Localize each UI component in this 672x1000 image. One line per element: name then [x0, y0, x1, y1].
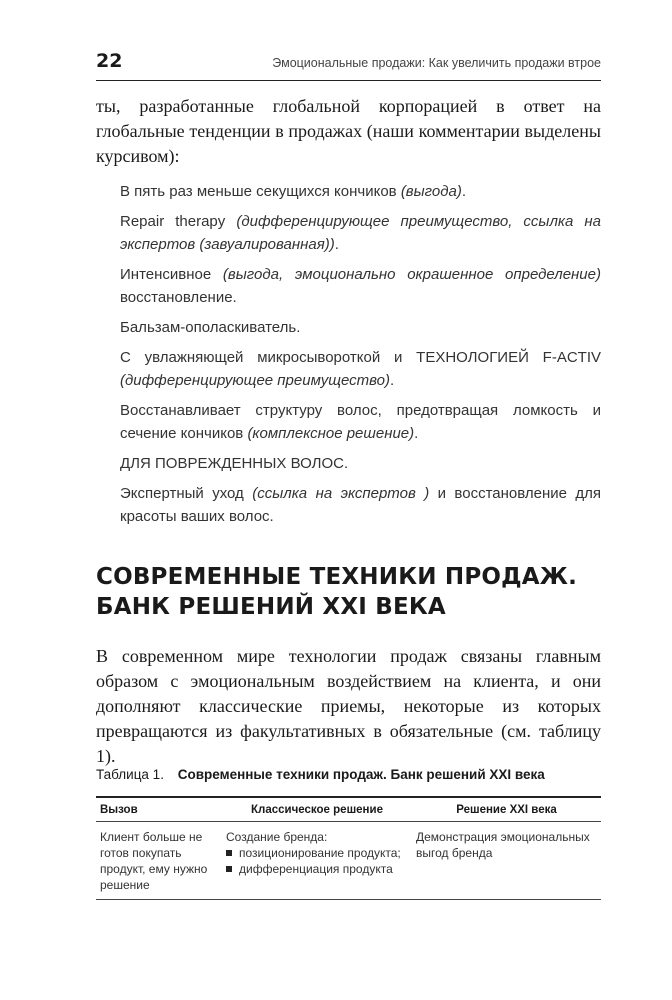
cell-challenge: Клиент больше не готов покупать продукт, ему нужно решение — [96, 822, 222, 900]
table-caption-title: Современные техники продаж. Банк решений XXI века — [177, 767, 545, 782]
ad-item-text: Экспертный уход — [120, 485, 253, 502]
ad-item — [120, 452, 601, 475]
ad-item — [120, 399, 601, 445]
ad-item-text: ДЛЯ ПОВРЕЖДЕННЫХ ВОЛОС. — [120, 455, 349, 472]
ad-item-text: В пять раз меньше секущихся кончиков — [120, 183, 401, 200]
section-title — [96, 562, 601, 622]
ad-item-tail: . — [461, 183, 467, 200]
ad-item-tail: и восстановление для красоты ваших волос. — [120, 485, 601, 525]
ad-item — [120, 346, 601, 392]
ad-item — [120, 482, 601, 528]
ad-item-tail: . — [414, 425, 419, 442]
ad-item-comment: (комплексное решение) — [247, 425, 415, 442]
ad-item-comment: (дифференцирующее преимущество, ссылка на экспертов (завуалированная)) — [120, 213, 602, 253]
bullet-item: позиционирование продукта; — [226, 845, 408, 861]
page-number: 22 — [96, 50, 123, 72]
section-paragraph: В современном мире технологии продаж связаны главным образом с эмоциональным воздействием на клиента, и они дополняют классические приемы, некоторые из которых превращаются из факультативных в обязательные (см. таблицу 1). — [96, 646, 601, 766]
ad-item-comment: (ссылка на экспертов ) — [252, 485, 430, 502]
cell-modern: Демонстрация эмоциональных выгод бренда — [412, 822, 601, 900]
classic-solution-bullets — [226, 845, 408, 877]
ad-item-tail: . — [334, 236, 339, 253]
table-header-row — [96, 797, 601, 822]
section-title-line-2: БАНК РЕШЕНИЙ XXI ВЕКА — [96, 594, 446, 620]
ad-item — [120, 263, 601, 309]
running-title: Эмоциональные продажи: Как увеличить продажи втрое — [272, 56, 601, 70]
table-caption — [96, 767, 601, 782]
cell-classic — [222, 822, 412, 900]
ad-item-tail: . — [389, 372, 395, 389]
ad-item-text: Интенсивное — [120, 266, 223, 283]
column-header-challenge: Вызов — [96, 797, 222, 822]
ad-item — [120, 180, 601, 203]
ad-item — [120, 316, 601, 339]
bullet-item: дифференциация продукта — [226, 861, 408, 877]
column-header-modern: Решение XXI века — [412, 797, 601, 822]
intro-paragraph: ты, разработанные глобальной корпорацией в ответ на глобальные тенденции в продажах (наши комментарии выделены курсивом): — [96, 96, 601, 166]
table-row — [96, 822, 601, 900]
ad-item-tail: восстановление. — [120, 289, 237, 306]
solutions-table — [96, 796, 601, 900]
ad-item-comment: (дифференцирующее преимущество) — [120, 372, 390, 389]
ad-item — [120, 210, 601, 256]
column-header-classic: Классическое решение — [222, 797, 412, 822]
table-caption-label: Таблица 1. — [96, 767, 164, 782]
ad-item-text: Repair therapy — [120, 213, 237, 230]
ad-text-list — [120, 180, 601, 535]
ad-item-comment: (выгода) — [400, 183, 462, 200]
ad-item-text: С увлажняющей микросывороткой и ТЕХНОЛОГИЕЙ F-ACTIV — [120, 349, 601, 366]
classic-solution-title: Создание бренда: — [226, 830, 328, 844]
ad-item-text: Восстанавливает структуру волос, предотвращая ломкость и сечение кончиков — [120, 402, 601, 442]
page-header — [96, 48, 601, 81]
section-title-line-1: СОВРЕМЕННЫЕ ТЕХНИКИ ПРОДАЖ. — [96, 564, 578, 590]
ad-item-comment: (выгода, эмоционально окрашенное определение) — [222, 266, 601, 283]
ad-item-text: Бальзам-ополаскиватель. — [120, 319, 301, 336]
